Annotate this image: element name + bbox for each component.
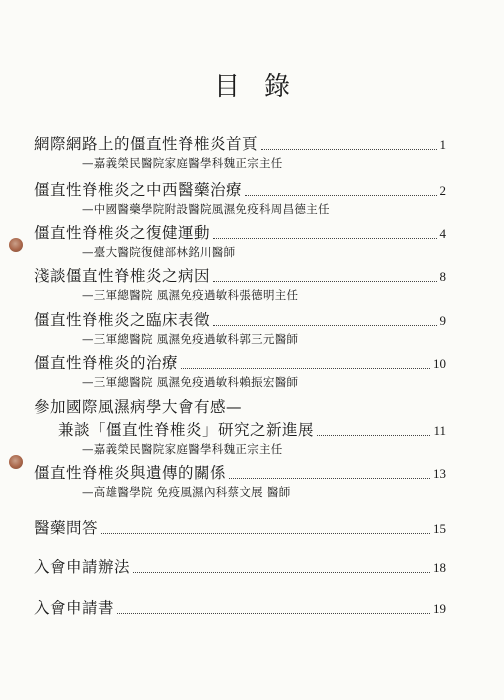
leader-dots bbox=[213, 325, 436, 326]
toc-entry-author: —嘉義榮民醫院家庭醫學科魏正宗主任 bbox=[82, 156, 283, 170]
toc-entry-title: 醫藥問答 bbox=[34, 519, 99, 537]
toc-entry[interactable] bbox=[34, 223, 446, 260]
toc-entry-page: 13 bbox=[433, 466, 446, 481]
page-title: 目錄 bbox=[213, 72, 314, 102]
toc-entry-title: 入會申請書 bbox=[34, 599, 115, 617]
toc-entry-title: 僵直性脊椎炎之復健運動 bbox=[34, 224, 211, 242]
leader-dots bbox=[101, 533, 430, 534]
toc-entry-title: 入會申請辦法 bbox=[34, 558, 131, 576]
toc-entry[interactable] bbox=[34, 463, 446, 500]
leader-dots bbox=[181, 368, 430, 369]
toc-entry-page: 9 bbox=[439, 313, 446, 328]
toc-entry-author: —三軍總醫院 風濕免疫過敏科賴振宏醫師 bbox=[82, 375, 299, 389]
toc-entry[interactable] bbox=[34, 180, 446, 217]
leader-dots bbox=[117, 613, 430, 614]
toc-entry[interactable] bbox=[34, 557, 446, 578]
toc-entry[interactable] bbox=[34, 310, 446, 347]
toc-entry-author: —高雄醫學院 免疫風濕內科蔡文展 醫師 bbox=[82, 485, 291, 499]
toc-entry-page: 19 bbox=[433, 601, 446, 616]
toc-entry-page: 10 bbox=[433, 356, 446, 371]
toc-entry-author: —臺大醫院復健部林銘川醫師 bbox=[82, 245, 236, 259]
toc-entry-title: 淺談僵直性脊椎炎之病因 bbox=[34, 267, 211, 285]
binding-hole bbox=[9, 455, 23, 469]
toc-entry-author: —中國醫藥學院附設醫院風濕免疫科周昌德主任 bbox=[82, 202, 330, 216]
toc-entry-author: —三軍總醫院 風濕免疫過敏科張德明主任 bbox=[82, 288, 299, 302]
toc-entry-title: 僵直性脊椎炎與遺傳的關係 bbox=[34, 464, 227, 482]
toc-entry[interactable] bbox=[34, 598, 446, 619]
toc-entry-page: 15 bbox=[433, 521, 446, 536]
leader-dots bbox=[133, 572, 430, 573]
binding-hole bbox=[9, 238, 23, 252]
leader-dots bbox=[213, 281, 436, 282]
toc-entry-page: 11 bbox=[433, 423, 446, 438]
toc-entry[interactable] bbox=[34, 353, 446, 390]
toc-entry-page: 4 bbox=[439, 226, 446, 241]
leader-dots bbox=[229, 478, 430, 479]
toc-entry-title: 僵直性脊椎炎之臨床表徵 bbox=[34, 311, 211, 329]
toc-entry-title: 網際網路上的僵直性脊椎炎首頁 bbox=[34, 135, 259, 153]
leader-dots bbox=[213, 238, 436, 239]
toc-entry[interactable] bbox=[34, 397, 446, 457]
leader-dots bbox=[245, 195, 436, 196]
toc-entry[interactable] bbox=[34, 134, 446, 171]
leader-dots bbox=[261, 149, 436, 150]
toc-entry[interactable] bbox=[34, 518, 446, 539]
toc-entry-page: 8 bbox=[439, 269, 446, 284]
toc-entry-page: 18 bbox=[433, 560, 446, 575]
toc-entry-page: 2 bbox=[439, 183, 446, 198]
toc-entry-title: 僵直性脊椎炎的治療 bbox=[34, 354, 179, 372]
toc-entry[interactable] bbox=[34, 266, 446, 303]
toc-entry-author: —三軍總醫院 風濕免疫過敏科郭三元醫師 bbox=[82, 332, 299, 346]
toc-entry-title: 僵直性脊椎炎之中西醫藥治療 bbox=[34, 181, 243, 199]
toc-entry-subtitle: 兼談「僵直性脊椎炎」研究之新進展 bbox=[58, 421, 315, 439]
toc-entry-title: 參加國際風濕病學大會有感— bbox=[34, 398, 243, 416]
leader-dots bbox=[317, 435, 430, 436]
toc-entry-author: —嘉義榮民醫院家庭醫學科魏正宗主任 bbox=[82, 442, 283, 456]
toc-entry-page: 1 bbox=[439, 137, 446, 152]
